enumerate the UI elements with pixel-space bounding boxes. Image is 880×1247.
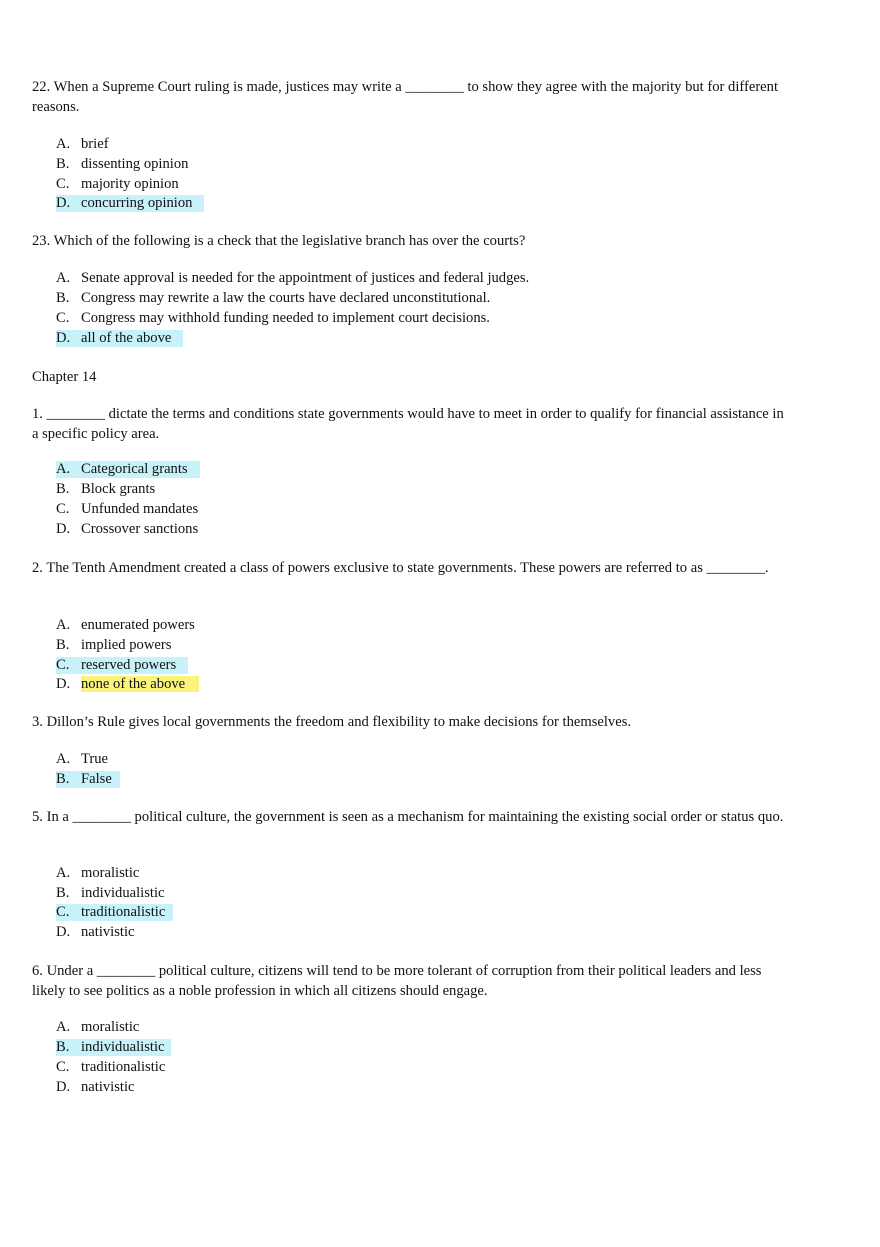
q23-option-b <box>56 290 502 307</box>
c14q5-option-d <box>56 924 147 941</box>
question-22: 22. When a Supreme Court ruling is made, justices may write a ________ to show they agree with the majority but for different reasons. <box>32 79 779 115</box>
option-letter: D. <box>56 521 71 537</box>
q22-option-b <box>56 156 200 173</box>
c14q1-option-a-answer <box>56 461 200 478</box>
option-letter: B. <box>56 156 70 172</box>
option-text: Congress may withhold funding needed to implement court decisions. <box>81 310 490 326</box>
option-text: traditionalistic <box>81 1059 166 1075</box>
c14-question-6: 6. Under a ________ political culture, citizens will tend to be more tolerant of corruption from their political leaders and less likely to see politics as a noble profession in which all citizens should engage. <box>32 963 762 999</box>
option-text: majority opinion <box>81 176 179 192</box>
option-text: nativistic <box>81 1079 135 1095</box>
c14q6-option-b-answer <box>56 1039 171 1056</box>
option-text: none of the above <box>81 676 199 692</box>
option-letter: A. <box>56 751 71 767</box>
option-text: Congress may rewrite a law the courts have declared unconstitutional. <box>81 290 491 306</box>
q23-option-d-answer <box>56 330 183 347</box>
option-text: reserved powers <box>81 657 177 673</box>
option-text: individualistic <box>81 1039 165 1055</box>
option-text: all of the above <box>81 330 172 346</box>
option-letter: C. <box>56 176 70 192</box>
option-letter: B. <box>56 290 70 306</box>
c14-question-5: 5. In a ________ political culture, the government is seen as a mechanism for maintaining the existing social order or status quo. <box>32 809 784 825</box>
c14q5-option-c-answer <box>56 904 173 921</box>
c14q5-option-a <box>56 865 151 882</box>
option-letter: D. <box>56 195 71 211</box>
chapter-heading: Chapter 14 <box>32 369 97 385</box>
option-text: moralistic <box>81 1019 140 1035</box>
option-letter: C. <box>56 904 70 920</box>
option-text: True <box>81 751 109 767</box>
option-letter: D. <box>56 924 71 940</box>
option-letter: A. <box>56 865 71 881</box>
option-letter: B. <box>56 481 70 497</box>
option-text: False <box>81 771 112 787</box>
c14q2-option-a <box>56 617 207 634</box>
c14-question-1: 1. ________ dictate the terms and conditions state governments would have to meet in order to qualify for financial assistance in a specific policy area. <box>32 406 784 442</box>
option-text: Unfunded mandates <box>81 501 199 517</box>
option-text: concurring opinion <box>81 195 193 211</box>
option-text: Senate approval is needed for the appointment of justices and federal judges. <box>81 270 530 286</box>
c14-question-2: 2. The Tenth Amendment created a class of powers exclusive to state governments. These powers are referred to as ________. <box>32 560 769 576</box>
c14q6-option-c <box>56 1059 177 1076</box>
c14q1-option-b <box>56 481 167 498</box>
option-text: brief <box>81 136 109 152</box>
option-text: nativistic <box>81 924 135 940</box>
c14q3-option-b-answer <box>56 771 120 788</box>
option-letter: D. <box>56 676 71 692</box>
option-letter: A. <box>56 617 71 633</box>
q22-option-d-answer <box>56 195 204 212</box>
option-letter: A. <box>56 1019 71 1035</box>
c14q2-option-c-answer <box>56 657 188 674</box>
c14q1-option-d <box>56 521 210 538</box>
c14q1-option-c <box>56 501 210 518</box>
c14q3-option-a <box>56 751 120 768</box>
q22-option-c <box>56 176 191 193</box>
option-text: individualistic <box>81 885 165 901</box>
option-text: implied powers <box>81 637 172 653</box>
c14q2-option-d-yellow <box>56 676 199 693</box>
option-letter: B. <box>56 637 70 653</box>
option-letter: B. <box>56 1039 70 1055</box>
option-letter: D. <box>56 330 71 346</box>
question-23: 23. Which of the following is a check that the legislative branch has over the courts? <box>32 233 526 249</box>
c14q6-option-d <box>56 1079 147 1096</box>
option-text: dissenting opinion <box>81 156 189 172</box>
option-letter: A. <box>56 270 71 286</box>
q22-option-a <box>56 136 121 153</box>
option-letter: B. <box>56 885 70 901</box>
option-text: Crossover sanctions <box>81 521 199 537</box>
option-text: traditionalistic <box>81 904 166 920</box>
option-text: enumerated powers <box>81 617 195 633</box>
option-text: Block grants <box>81 481 156 497</box>
option-letter: A. <box>56 136 71 152</box>
option-letter: D. <box>56 1079 71 1095</box>
option-text: Categorical grants <box>81 461 188 477</box>
option-text: moralistic <box>81 865 140 881</box>
c14q5-option-b <box>56 885 177 902</box>
c14-question-3: 3. Dillon’s Rule gives local governments the freedom and flexibility to make decisions for themselves. <box>32 714 632 730</box>
c14q6-option-a <box>56 1019 151 1036</box>
option-letter: A. <box>56 461 71 477</box>
option-letter: C. <box>56 657 70 673</box>
option-letter: C. <box>56 1059 70 1075</box>
c14q2-option-b <box>56 637 183 654</box>
option-letter: C. <box>56 501 70 517</box>
option-letter: B. <box>56 771 70 787</box>
q23-option-a <box>56 270 541 287</box>
option-letter: C. <box>56 310 70 326</box>
q23-option-c <box>56 310 502 327</box>
